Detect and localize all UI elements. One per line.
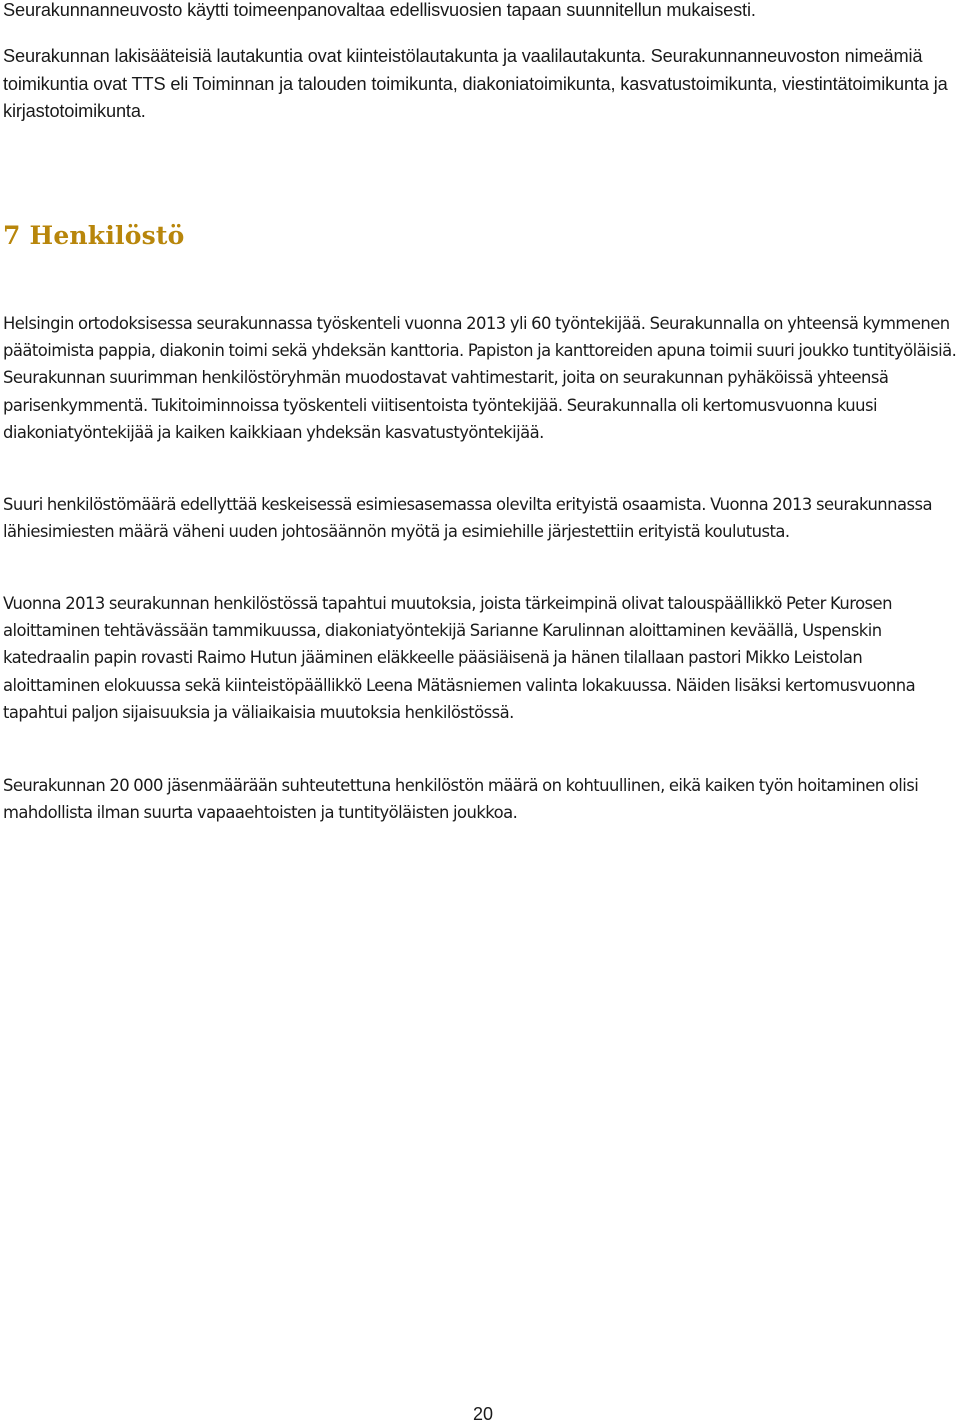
paragraph-staff-changes: Vuonna 2013 seurakunnan henkilöstössä tapahtui muutoksia, joista tärkeimpinä olivat talouspäällikkö Peter Kurosen aloittaminen tehtävässään tammikuussa, diakoniatyöntekijä Sarianne Karulinnan aloittaminen keväällä, Uspenskin katedraalin papin rovasti Raimo Hutun jääminen eläkkeelle pääsiäisenä ja hänen tilallaan pastori Mikko Leistolan aloittaminen elokuussa sekä kiinteistöpäällikkö Leena Mätäsniemen valinta lokakuussa. Näiden lisäksi kertomusvuonna tapahtui paljon sijaisuuksia ja väliaikaisia muutoksia henkilöstössä. (3, 594, 916, 722)
paragraph-staff-overview: Helsingin ortodoksisessa seurakunnassa työskenteli vuonna 2013 yli 60 työntekijää. Seurakunnalla on yhteensä kymmenen päätoimista pappia, diakonin toimi sekä yhdeksän kanttoria. Papiston ja kanttoreiden apuna toimii suuri joukko tuntityöläisiä. Seurakunnan suurimman henkilöstöryhmän muodostavat vahtimestarit, joita on seurakunnan pyhäköissä yhteensä parisenkymmentä. Tukitoiminnoissa työskenteli viitisentoista työntekijää. Seurakunnalla oli kertomusvuonna kuusi diakoniatyöntekijää ja kaiken kaikkiaan yhdeksän kasvatustyöntekijää. (3, 314, 957, 442)
intro-paragraph-committees: Seurakunnan lakisääteisiä lautakuntia ovat kiinteistölautakunta ja vaalilautakunta. Seurakunnanneuvoston nimeämiä toimikuntia ovat TTS eli Toiminnan ja talouden toimikunta, diakoniatoimikunta, kasvatustoimikunta, viestintätoimikunta ja kirjastotoimikunta. (3, 46, 948, 121)
intro-paragraph-council: Seurakunnanneuvosto käytti toimeenpanovaltaa edellisvuosien tapaan suunnitellun mukaisesti. (3, 0, 756, 20)
section-heading: 7 Henkilöstö (3, 221, 185, 250)
page-number: 20 (472, 1404, 494, 1424)
paragraph-volunteers: Seurakunnan 20 000 jäsenmäärään suhteutettuna henkilöstön määrä on kohtuullinen, eikä kaiken työn hoitaminen olisi mahdollista ilman suurta vapaaehtoisten ja tuntityöläisten joukkoa. (3, 776, 919, 823)
paragraph-management: Suuri henkilöstömäärä edellyttää keskeisessä esimiesasemassa olevilta erityistä osaamista. Vuonna 2013 seurakunnassa lähiesimiesten määrä väheni uuden johtosäännön myötä ja esimiehille järjestettiin erityistä koulutusta. (3, 495, 932, 542)
